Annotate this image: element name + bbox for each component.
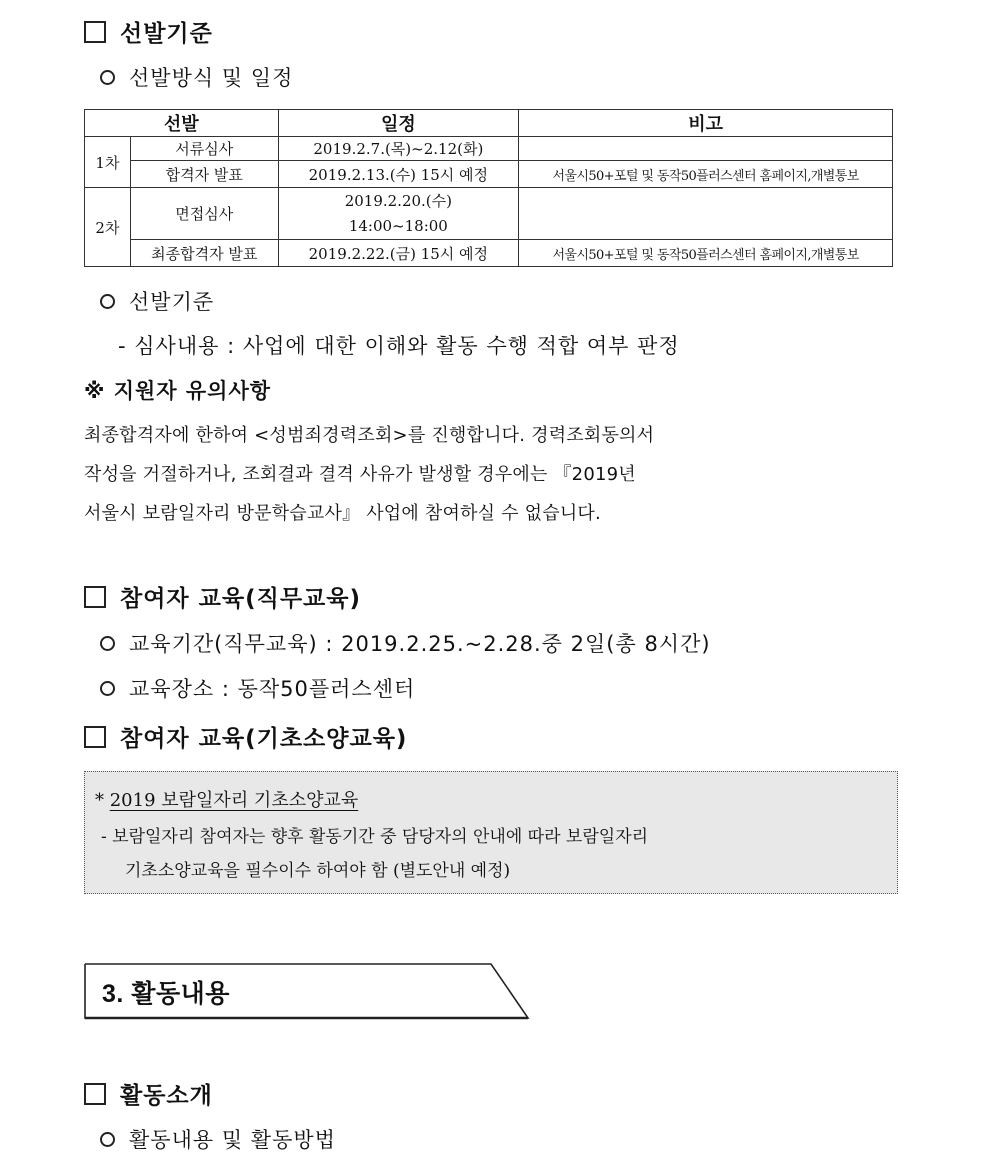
date-cell: 2019.2.13.(수) 15시 예정 bbox=[278, 161, 519, 188]
info-box-line: - 보람일자리 참여자는 향후 활동기간 중 담당자의 안내에 따라 보람일자리 bbox=[101, 827, 649, 847]
section-heading-text: 활동소개 bbox=[120, 1083, 213, 1109]
info-box-title-text: 2019 보람일자리 기초소양교육 bbox=[109, 790, 359, 811]
section-heading-text: 참여자 교육(직무교육) bbox=[120, 586, 361, 612]
item-cell: 서류심사 bbox=[130, 137, 278, 161]
info-box-title bbox=[95, 786, 358, 812]
subheading-text: 선발방식 및 일정 bbox=[129, 66, 294, 90]
note-cell bbox=[519, 188, 893, 240]
note-cell: 서울시50+포털 및 동작50플러스센터 홈페이지,개별통보 bbox=[519, 240, 893, 267]
training-period-text: 교육기간(직무교육) : 2019.2.25.~2.28.중 2일(총 8시간) bbox=[129, 632, 711, 656]
section-heading-text: 선발기준 bbox=[120, 21, 213, 47]
basic-training-info-box bbox=[84, 771, 898, 894]
subheading-criteria bbox=[100, 286, 214, 316]
round-cell: 1차 bbox=[85, 137, 131, 188]
asterisk-mark: * bbox=[95, 790, 104, 811]
note-cell: 서울시50+포털 및 동작50플러스센터 홈페이지,개별통보 bbox=[519, 161, 893, 188]
checkbox-square-icon bbox=[84, 726, 106, 748]
table-row bbox=[85, 188, 893, 240]
info-box-line: 기초소양교육을 필수이수 하여야 함 (별도안내 예정) bbox=[125, 861, 511, 881]
time-line: 14:00~18:00 bbox=[348, 216, 448, 235]
header-cell-remarks: 비고 bbox=[519, 110, 893, 137]
notice-line: 서울시 보람일자리 방문학습교사』 사업에 참여하실 수 없습니다. bbox=[84, 503, 601, 524]
checkbox-square-icon bbox=[84, 586, 106, 608]
circle-bullet-icon bbox=[100, 1132, 115, 1147]
section-heading-basic-training bbox=[84, 720, 407, 753]
section-heading-job-training bbox=[84, 580, 361, 613]
subheading-text: 선발기준 bbox=[129, 290, 215, 314]
header-cell-selection: 선발 bbox=[85, 110, 279, 137]
circle-bullet-icon bbox=[100, 70, 115, 85]
training-place bbox=[100, 673, 415, 703]
round-cell: 2차 bbox=[85, 188, 131, 267]
section-3-title: 3. 활동내용 bbox=[102, 980, 230, 1008]
date-line: 2019.2.20.(수) bbox=[344, 191, 452, 210]
header-cell-schedule: 일정 bbox=[278, 110, 519, 137]
section-heading-text: 참여자 교육(기초소양교육) bbox=[120, 726, 408, 752]
item-cell: 합격자 발표 bbox=[130, 161, 278, 188]
training-place-text: 교육장소 : 동작50플러스센터 bbox=[129, 677, 416, 701]
item-cell: 최종합격자 발표 bbox=[130, 240, 278, 267]
note-cell bbox=[519, 137, 893, 161]
notice-line: 작성을 거절하거나, 조회결과 결격 사유가 발생할 경우에는 『2019년 bbox=[84, 464, 636, 485]
item-cell: 면접심사 bbox=[130, 188, 278, 240]
table-row bbox=[85, 240, 893, 267]
subheading-text: 활동내용 및 활동방법 bbox=[129, 1128, 336, 1152]
date-cell bbox=[278, 188, 519, 240]
schedule-table bbox=[84, 109, 893, 267]
section-heading-activity-intro bbox=[84, 1077, 213, 1110]
checkbox-square-icon bbox=[84, 21, 106, 43]
criteria-item: - 심사내용 : 사업에 대한 이해와 활동 수행 적합 여부 판정 bbox=[118, 334, 680, 358]
subheading-activity-method bbox=[100, 1124, 336, 1154]
checkbox-square-icon bbox=[84, 1083, 106, 1105]
circle-bullet-icon bbox=[100, 681, 115, 696]
date-cell: 2019.2.7.(목)~2.12(화) bbox=[278, 137, 519, 161]
section-heading-selection-criteria bbox=[84, 15, 213, 48]
notice-line: 최종합격자에 한하여 <성범죄경력조회>를 진행합니다. 경력조회동의서 bbox=[84, 425, 655, 446]
circle-bullet-icon bbox=[100, 294, 115, 309]
section-3-banner bbox=[84, 963, 530, 1020]
circle-bullet-icon bbox=[100, 636, 115, 651]
subheading-method-schedule bbox=[100, 62, 293, 92]
training-period bbox=[100, 628, 711, 658]
notice-title: ※ 지원자 유의사항 bbox=[84, 379, 272, 403]
table-row bbox=[85, 137, 893, 161]
table-header-row bbox=[85, 110, 893, 137]
date-cell: 2019.2.22.(금) 15시 예정 bbox=[278, 240, 519, 267]
table-row bbox=[85, 161, 893, 188]
